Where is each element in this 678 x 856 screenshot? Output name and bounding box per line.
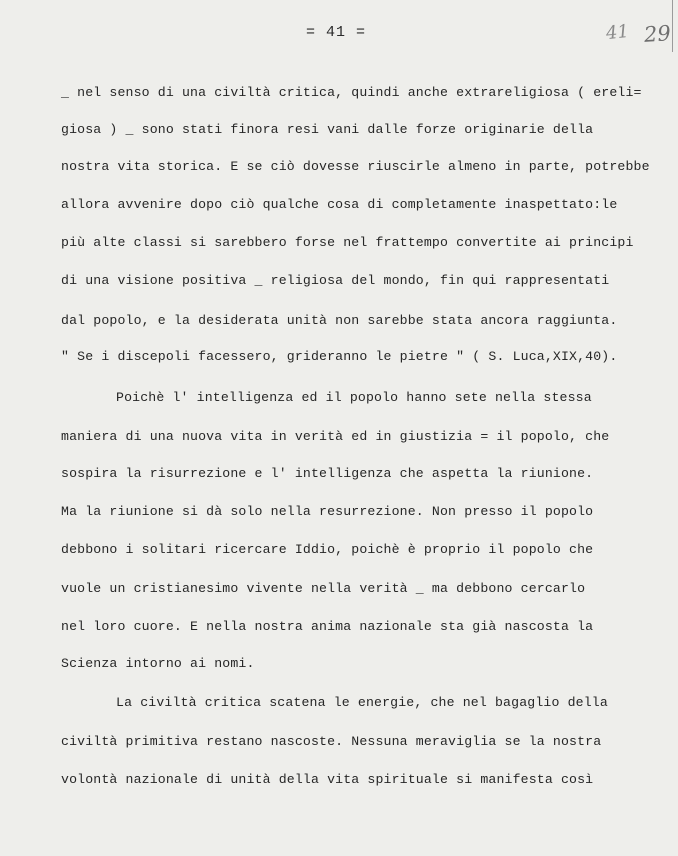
text-line: Ma la riunione si dà solo nella resurrezione. Non presso il popolo bbox=[61, 504, 594, 519]
text-line: Scienza intorno ai nomi. bbox=[61, 656, 255, 671]
text-line: _ nel senso di una civiltà critica, quindi anche extrareligiosa ( ereli= bbox=[61, 85, 642, 100]
page-number: = 41 = bbox=[306, 24, 367, 41]
text-line: più alte classi si sarebbero forse nel frattempo convertite ai principi bbox=[61, 235, 634, 250]
text-line: allora avvenire dopo ciò qualche cosa di completamente inaspettato:le bbox=[61, 197, 618, 212]
text-line: sospira la risurrezione e l' intelligenza che aspetta la riunione. bbox=[61, 466, 594, 481]
text-line: vuole un cristianesimo vivente nella verità _ ma debbono cercarlo bbox=[61, 581, 586, 596]
text-line: La civiltà critica scatena le energie, che nel bagaglio della bbox=[116, 695, 608, 710]
text-line: nel loro cuore. E nella nostra anima nazionale sta già nascosta la bbox=[61, 619, 594, 634]
text-line: di una visione positiva _ religiosa del mondo, fin qui rappresentati bbox=[61, 273, 610, 288]
pencil-page-mark-faded: 41 bbox=[604, 20, 630, 45]
text-line: nostra vita storica. E se ciò dovesse riuscirle almeno in parte, potrebbe bbox=[61, 159, 650, 174]
text-line: Poichè l' intelligenza ed il popolo hanno sete nella stessa bbox=[116, 390, 592, 405]
text-line: " Se i discepoli facessero, grideranno le pietre " ( S. Luca,XIX,40). bbox=[61, 349, 618, 364]
pencil-page-mark: 29 bbox=[643, 21, 672, 47]
text-line: dal popolo, e la desiderata unità non sarebbe stata ancora raggiunta. bbox=[61, 313, 618, 328]
text-line: giosa ) _ sono stati finora resi vani dalle forze originarie della bbox=[61, 122, 594, 137]
text-line: civiltà primitiva restano nascoste. Nessuna meraviglia se la nostra bbox=[61, 734, 602, 749]
text-line: debbono i solitari ricercare Iddio, poichè è proprio il popolo che bbox=[61, 542, 594, 557]
text-line: maniera di una nuova vita in verità ed in giustizia = il popolo, che bbox=[61, 429, 610, 444]
text-line: volontà nazionale di unità della vita spirituale si manifesta così bbox=[61, 772, 594, 787]
